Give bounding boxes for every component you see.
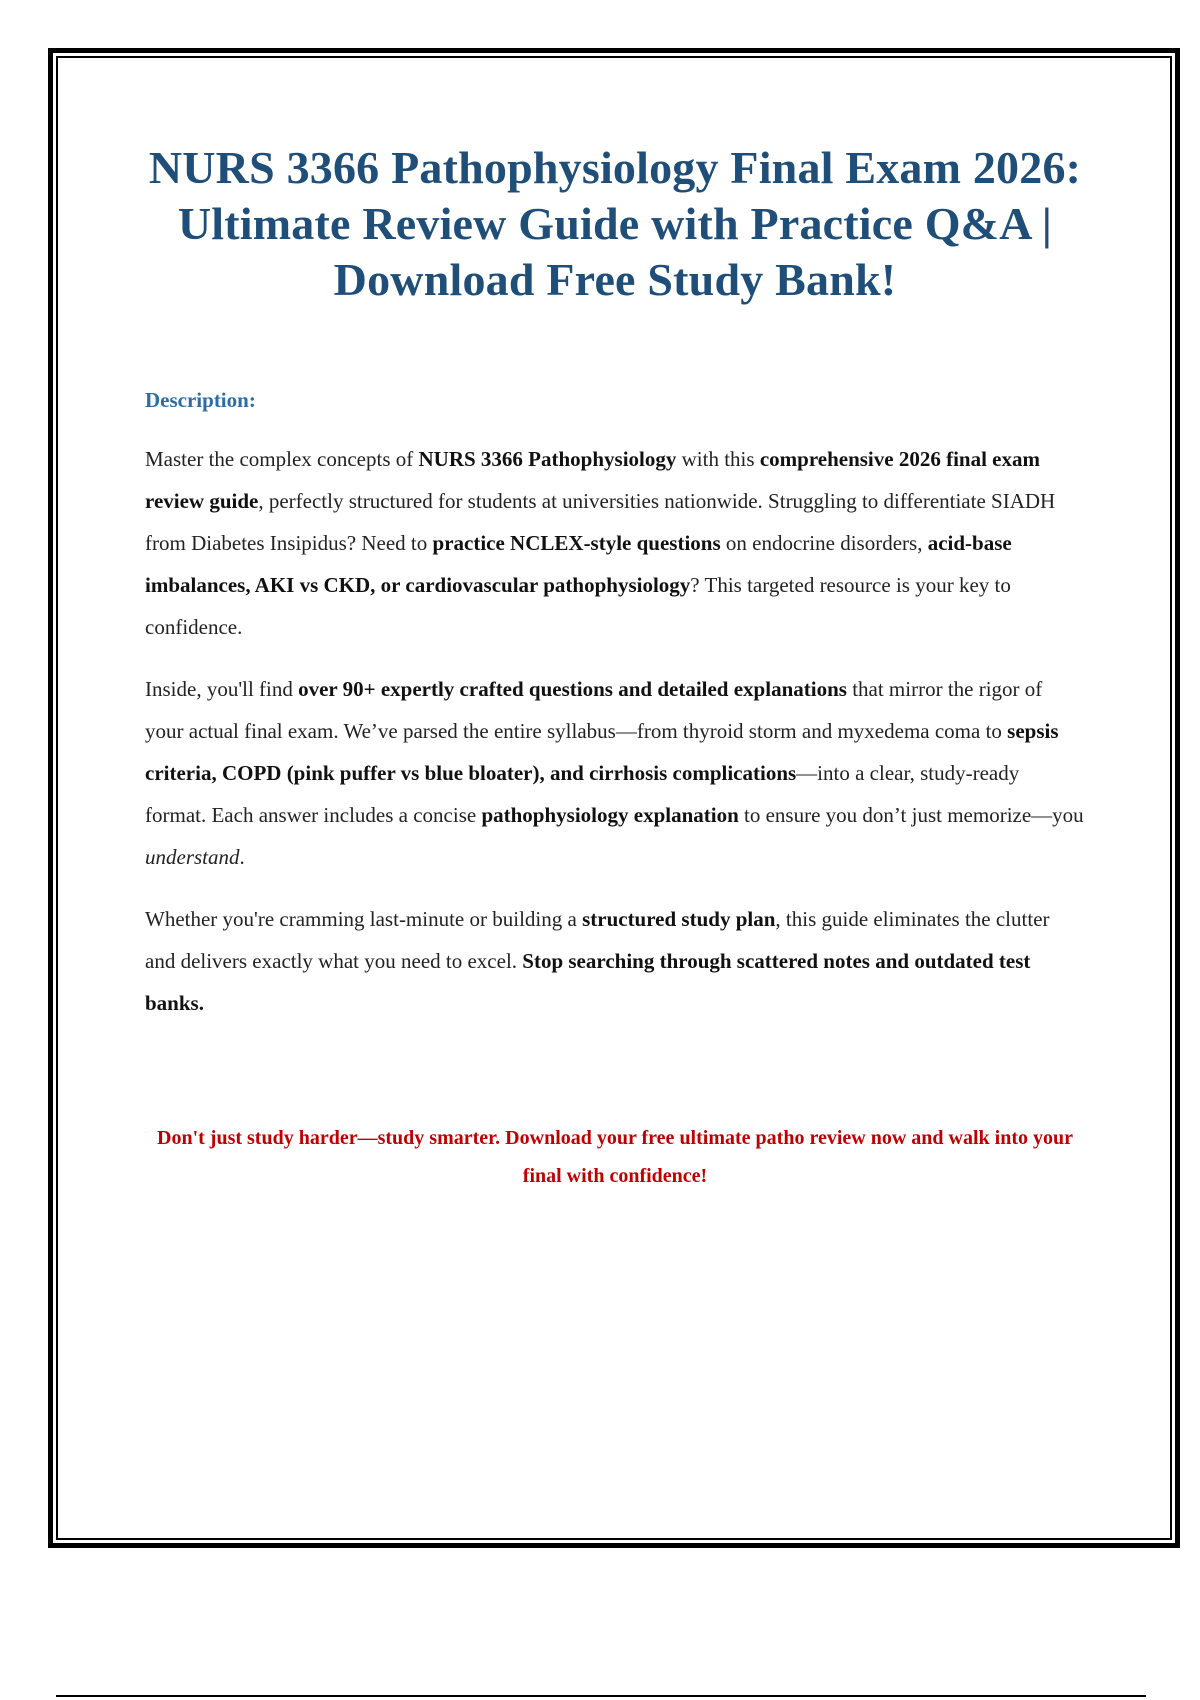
paragraph-closing: [145, 898, 1085, 1024]
text-span: Whether you're cramming last-minute or building a: [145, 907, 583, 931]
bold-text: Stop searching through scattered notes and outdated test banks.: [145, 949, 1031, 1015]
text-span: ? This targeted resource is your key to confidence.: [145, 573, 1011, 639]
text-span: , perfectly structured for students at universities nationwide. Struggling to differentiate SIADH from Diabetes Insipidus? Need to: [145, 489, 1056, 555]
text-span: that mirror the rigor of your actual final exam. We’ve parsed the entire syllabus—from thyroid storm and myxedema coma to: [145, 677, 1043, 743]
text-span: —into a clear, study-ready format. Each answer includes a concise: [145, 761, 1020, 827]
text-span: Master the complex concepts of: [145, 447, 419, 471]
bold-text: over 90+ expertly crafted questions and detailed explanations: [298, 677, 847, 701]
text-span: to ensure you don’t just memorize—you: [738, 803, 1084, 827]
bold-text: sepsis criteria, COPD (pink puffer vs blue bloater), and cirrhosis complications: [145, 719, 1059, 785]
bold-text: acid-base imbalances, AKI vs CKD, or cardiovascular pathophysiology: [145, 531, 1012, 597]
text-span: .: [239, 845, 245, 869]
document-title: NURS 3366 Pathophysiology Final Exam 2026: Ultimate Review Guide with Practice Q&A | Download Free Study Bank!: [148, 142, 1082, 305]
text-span: , this guide eliminates the clutter and delivers exactly what you need to excel.: [145, 907, 1050, 973]
italic-text: understand: [145, 845, 240, 869]
call-to-action: Don't just study harder—study smarter. Download your free ultimate patho review now and walk into your final with confidence!: [157, 1127, 1073, 1187]
paragraph-contents: [145, 668, 1085, 878]
document-body: [145, 140, 1085, 1195]
paragraph-intro: [145, 438, 1085, 648]
bold-text: practice NCLEX-style questions: [432, 531, 721, 555]
text-span: Inside, you'll find: [145, 677, 299, 701]
bold-text: structured study plan: [582, 907, 776, 931]
bold-text: NURS 3366 Pathophysiology: [418, 447, 677, 471]
text-span: with this: [676, 447, 760, 471]
bold-text: comprehensive 2026 final exam review guide: [145, 447, 1040, 513]
text-span: on endocrine disorders,: [720, 531, 928, 555]
footer-rule: [56, 1695, 1146, 1697]
bold-text: pathophysiology explanation: [481, 803, 739, 827]
description-heading: Description:: [145, 388, 256, 412]
